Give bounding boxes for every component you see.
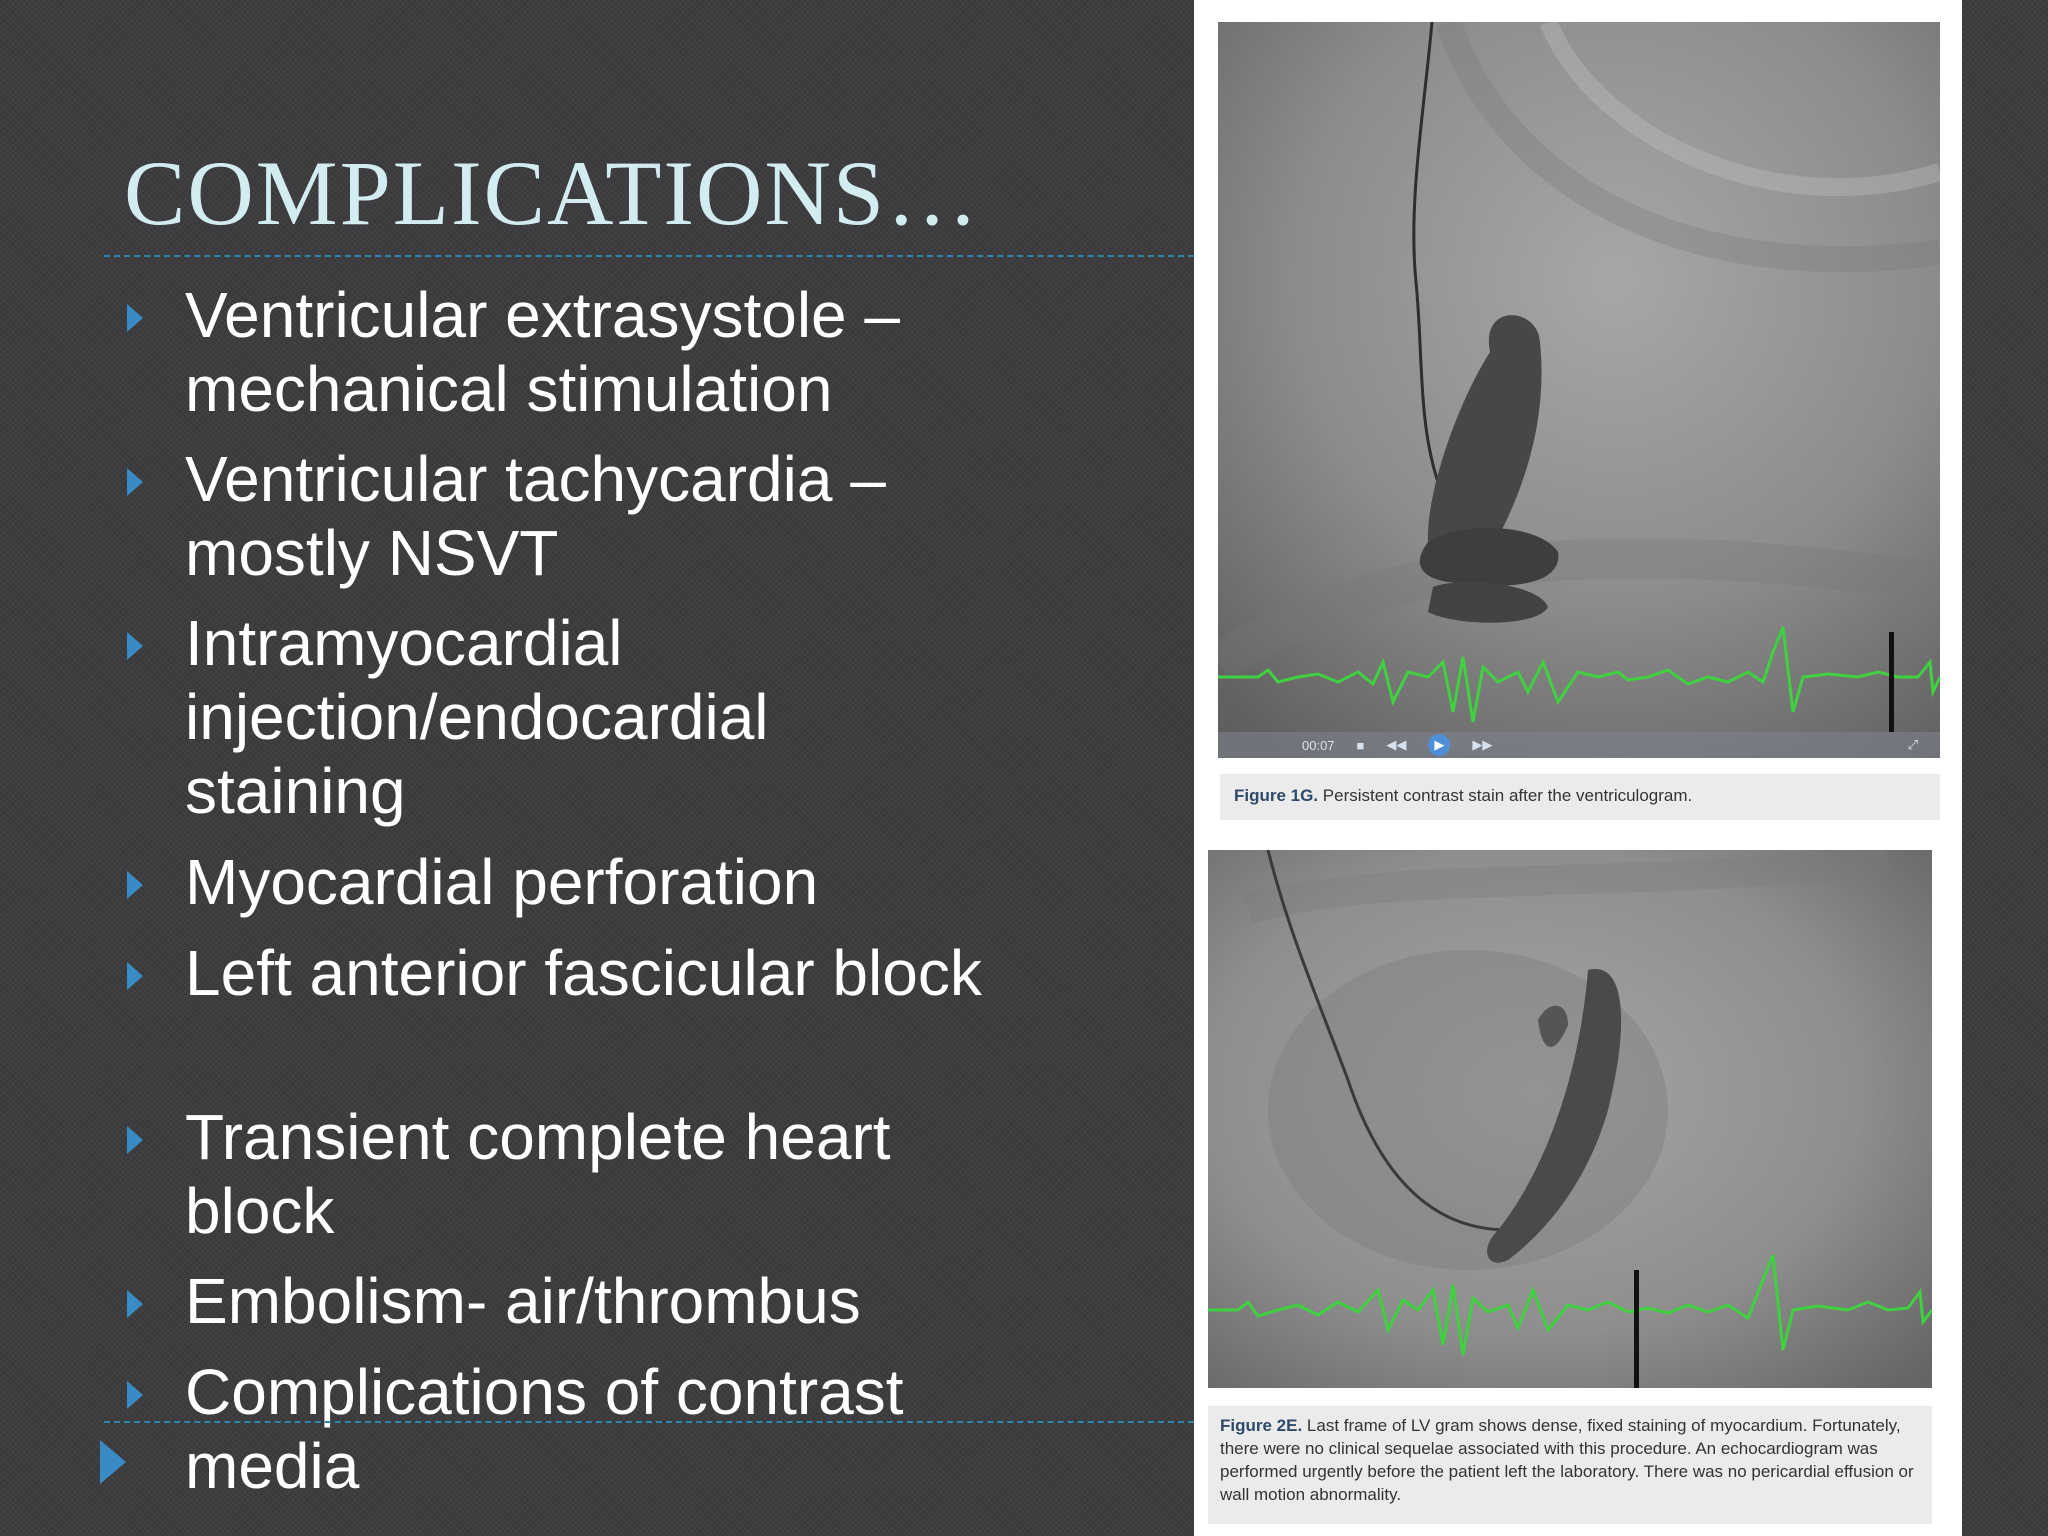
lv-gram-image xyxy=(1208,850,1932,1388)
bullet-text: Transient complete heart block xyxy=(185,1101,891,1247)
bullet-text: Embolism- air/thrombus xyxy=(185,1265,861,1337)
figure-2e xyxy=(1194,840,1962,1536)
bullet-text: Complications of contrast media xyxy=(185,1356,904,1502)
bullet-text: Left anterior fascicular block xyxy=(185,937,982,1009)
lv-gram-graphic xyxy=(1208,850,1932,1388)
bullet-arrow-icon xyxy=(127,1290,143,1318)
bullet-text: Ventricular tachycardia – mostly NSVT xyxy=(185,443,886,589)
fullscreen-icon[interactable]: ⤢ xyxy=(1907,737,1918,752)
slide-title: COMPLICATIONS… xyxy=(124,142,981,244)
caption-text: Persistent contrast stain after the ventriculogram. xyxy=(1318,786,1693,805)
ventriculogram-image xyxy=(1218,22,1940,758)
bullet-arrow-icon xyxy=(127,871,143,899)
fast-forward-icon[interactable]: ▶▶ xyxy=(1472,737,1493,752)
rewind-icon[interactable]: ◀◀ xyxy=(1386,737,1407,752)
bullet-arrow-icon xyxy=(127,962,143,990)
caption-label: Figure 2E. xyxy=(1220,1416,1303,1435)
bullet-arrow-icon xyxy=(127,304,143,332)
footer-arrow-icon xyxy=(100,1440,126,1484)
caption-label: Figure 1G. xyxy=(1234,786,1319,805)
bullet-text: Ventricular extrasystole – mechanical stimulation xyxy=(185,279,900,425)
bullet-arrow-icon xyxy=(127,468,143,496)
figure-2e-caption xyxy=(1208,1406,1932,1524)
bullet-text: Intramyocardial injection/endocardial staining xyxy=(185,607,769,827)
figure-1g-caption xyxy=(1220,774,1940,820)
title-divider xyxy=(104,255,1194,257)
footer-divider xyxy=(104,1421,1194,1423)
figure-1g xyxy=(1194,0,1962,840)
caption-text: Last frame of LV gram shows dense, fixed staining of myocardium. Fortunately, there were no clinical sequelae associated with this procedure. An echocardiogram was performed urgently before the patient left the laboratory. There was no pericardial effusion or wall motion abnormality. xyxy=(1220,1416,1914,1504)
player-time: 00:07 xyxy=(1302,737,1335,753)
video-player-controls xyxy=(1218,732,1940,758)
stop-icon[interactable]: ■ xyxy=(1356,737,1365,753)
play-icon[interactable]: ▶ xyxy=(1428,734,1450,756)
ventriculogram-graphic xyxy=(1218,22,1940,758)
bullet-arrow-icon xyxy=(127,632,143,660)
figure-panel xyxy=(1194,0,1962,1536)
bullet-text: Myocardial perforation xyxy=(185,846,819,918)
bullet-arrow-icon xyxy=(127,1381,143,1409)
bullet-arrow-icon xyxy=(127,1126,143,1154)
